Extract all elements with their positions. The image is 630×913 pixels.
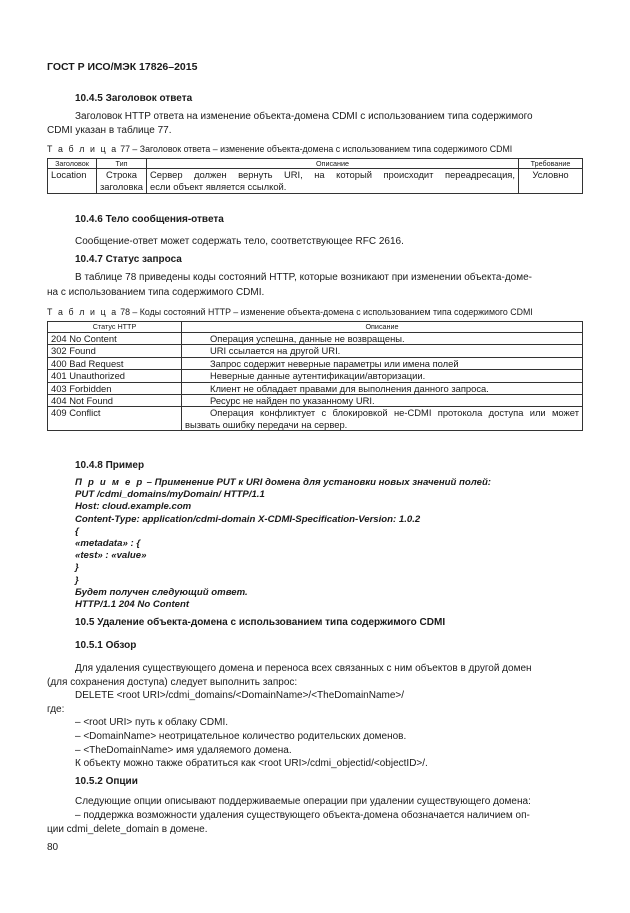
example-block bbox=[75, 477, 491, 611]
table-row bbox=[48, 357, 583, 369]
table-78-header-row bbox=[48, 322, 583, 333]
table-77-header-cell: Заголовок bbox=[48, 159, 97, 169]
table-77-type-line1: Строка bbox=[106, 169, 138, 180]
section-10-4-8-title: 10.4.8 Пример bbox=[75, 460, 145, 471]
table-78-cell-description: Запрос содержит неверные параметры или имена полей bbox=[182, 357, 583, 369]
table-77-cell-type bbox=[97, 169, 147, 194]
table-77-desc-line1: Сервер должен вернуть URI, на который происходит переадресация, bbox=[150, 169, 515, 180]
section-10-4-5-title: 10.4.5 Заголовок ответа bbox=[75, 93, 193, 104]
section-10-5-2-text-line3: ции cdmi_delete_domain в домене. bbox=[47, 824, 208, 835]
table-78-cell-status: 404 Not Found bbox=[48, 395, 182, 407]
example-line: } bbox=[75, 562, 79, 574]
example-line: Будет получен следующий ответ. bbox=[75, 586, 248, 598]
table-78-cell-status: 204 No Content bbox=[48, 333, 182, 345]
table-78-desc-line2: вызвать ошибку передачи на сервер. bbox=[185, 418, 348, 430]
section-10-4-5-text-line2: CDMI указан в таблице 77. bbox=[47, 125, 172, 136]
section-10-5-1-title: 10.5.1 Обзор bbox=[75, 640, 137, 651]
table-78-cell-description: Неверные данные аутентификации/авторизации. bbox=[182, 370, 583, 382]
delete-request-line: DELETE <root URI>/cdmi_domains/<DomainName>/<TheDomainName>/ bbox=[75, 690, 405, 701]
table-77 bbox=[47, 158, 583, 194]
where-label: где: bbox=[47, 704, 65, 715]
section-10-5-2-text-line2: – поддержка возможности удаления существующего объекта-домена обозначается наличием оп- bbox=[75, 810, 530, 821]
table-78-cell-status: 400 Bad Request bbox=[48, 357, 182, 369]
table-78-cell-description: Операция успешна, данные не возвращены. bbox=[182, 333, 583, 345]
section-10-4-7-text-line2: на с использованием типа содержимого CDMI. bbox=[47, 287, 265, 298]
example-line: { bbox=[75, 525, 79, 537]
table-77-desc-line2: если объект является ссылкой. bbox=[150, 181, 287, 192]
table-78-cell-status: 403 Forbidden bbox=[48, 382, 182, 394]
section-10-4-7-text-line1: В таблице 78 приведены коды состояний HTTP, которые возникают при изменении объекта-доме- bbox=[75, 272, 532, 283]
table-78-cell-description: URI ссылается на другой URI. bbox=[182, 345, 583, 357]
table-78-header-cell: Описание bbox=[182, 322, 583, 333]
table-78-caption bbox=[47, 307, 533, 317]
table-row bbox=[48, 333, 583, 345]
example-line: } bbox=[75, 574, 79, 586]
table-78 bbox=[47, 321, 583, 431]
table-78-caption-text: 78 – Коды состояний HTTP – изменение объекта-домена с использованием типа содержимого CDMI bbox=[120, 307, 533, 317]
example-prefix: П р и м е р bbox=[75, 477, 144, 488]
example-line: HTTP/1.1 204 No Content bbox=[75, 599, 190, 611]
table-row bbox=[48, 169, 583, 194]
table-78-header-cell: Статус HTTP bbox=[48, 322, 182, 333]
section-10-5-1-text-line1: Для удаления существующего домена и переноса всех связанных с ним объектов в другой домен bbox=[75, 663, 532, 674]
table-77-header-row bbox=[48, 159, 583, 169]
table-77-caption bbox=[47, 144, 512, 154]
section-10-4-6-text: Сообщение-ответ может содержать тело, соответствующее RFC 2616. bbox=[75, 236, 404, 247]
table-row bbox=[48, 345, 583, 357]
table-77-cell-requirement: Условно bbox=[519, 169, 583, 194]
table-77-cell-description bbox=[147, 169, 519, 194]
table-78-cell-description: Клиент не обладает правами для выполнения данного запроса. bbox=[182, 382, 583, 394]
table-row bbox=[48, 370, 583, 382]
list-item: – <DomainName> неотрицательное количество родительских доменов. bbox=[75, 731, 407, 742]
table-78-cell-description bbox=[182, 407, 583, 431]
table-77-cell-header: Location bbox=[48, 169, 97, 194]
section-10-5-1-text-line2: (для сохранения доступа) следует выполнить запрос: bbox=[47, 677, 298, 688]
list-item: – <TheDomainName> имя удаляемого домена. bbox=[75, 745, 292, 756]
running-header: ГОСТ Р ИСО/МЭК 17826–2015 bbox=[47, 61, 198, 73]
table-77-caption-text: 77 – Заголовок ответа – изменение объекта-домена с использованием типа содержимого CDMI bbox=[120, 144, 513, 154]
table-78-caption-prefix: Т а б л и ц а bbox=[47, 307, 118, 317]
example-line: «test» : «value» bbox=[75, 550, 147, 562]
table-77-header-cell: Требование bbox=[519, 159, 583, 169]
table-77-type-line2: заголовка bbox=[100, 181, 144, 192]
section-10-4-5-text-line1: Заголовок HTTP ответа на изменение объекта-домена CDMI с использованием типа содержимого bbox=[75, 111, 533, 122]
example-line: PUT /cdmi_domains/myDomain/ HTTP/1.1 bbox=[75, 489, 265, 501]
example-intro bbox=[75, 477, 491, 489]
table-row bbox=[48, 382, 583, 394]
table-77-header-cell: Описание bbox=[147, 159, 519, 169]
table-78-cell-status: 409 Conflict bbox=[48, 407, 182, 431]
example-intro-text: – Применение PUT к URI домена для установки новых значений полей: bbox=[146, 477, 492, 488]
example-line: Host: cloud.example.com bbox=[75, 501, 192, 513]
section-10-5-title: 10.5 Удаление объекта-домена с использованием типа содержимого CDMI bbox=[75, 617, 446, 628]
section-10-5-2-title: 10.5.2 Опции bbox=[75, 776, 138, 787]
table-77-header-cell: Тип bbox=[97, 159, 147, 169]
table-78-cell-status: 302 Found bbox=[48, 345, 182, 357]
table-78-desc-line1: Операция конфликтует с блокировкой не-CDMI протокола доступа или может bbox=[210, 407, 579, 419]
table-77-caption-prefix: Т а б л и ц а bbox=[47, 144, 118, 154]
page-number: 80 bbox=[47, 842, 59, 853]
list-item: – <root URI> путь к облаку CDMI. bbox=[75, 717, 228, 728]
table-78-cell-description: Ресурс не найден по указанному URI. bbox=[182, 395, 583, 407]
table-78-cell-status: 401 Unauthorized bbox=[48, 370, 182, 382]
example-line: «metadata» : { bbox=[75, 538, 141, 550]
table-row bbox=[48, 395, 583, 407]
section-10-5-2-text-line1: Следующие опции описывают поддерживаемые операции при удалении существующего домена: bbox=[75, 796, 531, 807]
table-row bbox=[48, 407, 583, 431]
example-line: Content-Type: application/cdmi-domain X-CDMI-Specification-Version: 1.0.2 bbox=[75, 513, 421, 525]
section-10-4-6-title: 10.4.6 Тело сообщения-ответа bbox=[75, 214, 224, 225]
section-10-5-1-text-line3: К объекту можно также обратиться как <root URI>/cdmi_objectid/<objectID>/. bbox=[75, 758, 428, 769]
section-10-4-7-title: 10.4.7 Статус запроса bbox=[75, 254, 182, 265]
